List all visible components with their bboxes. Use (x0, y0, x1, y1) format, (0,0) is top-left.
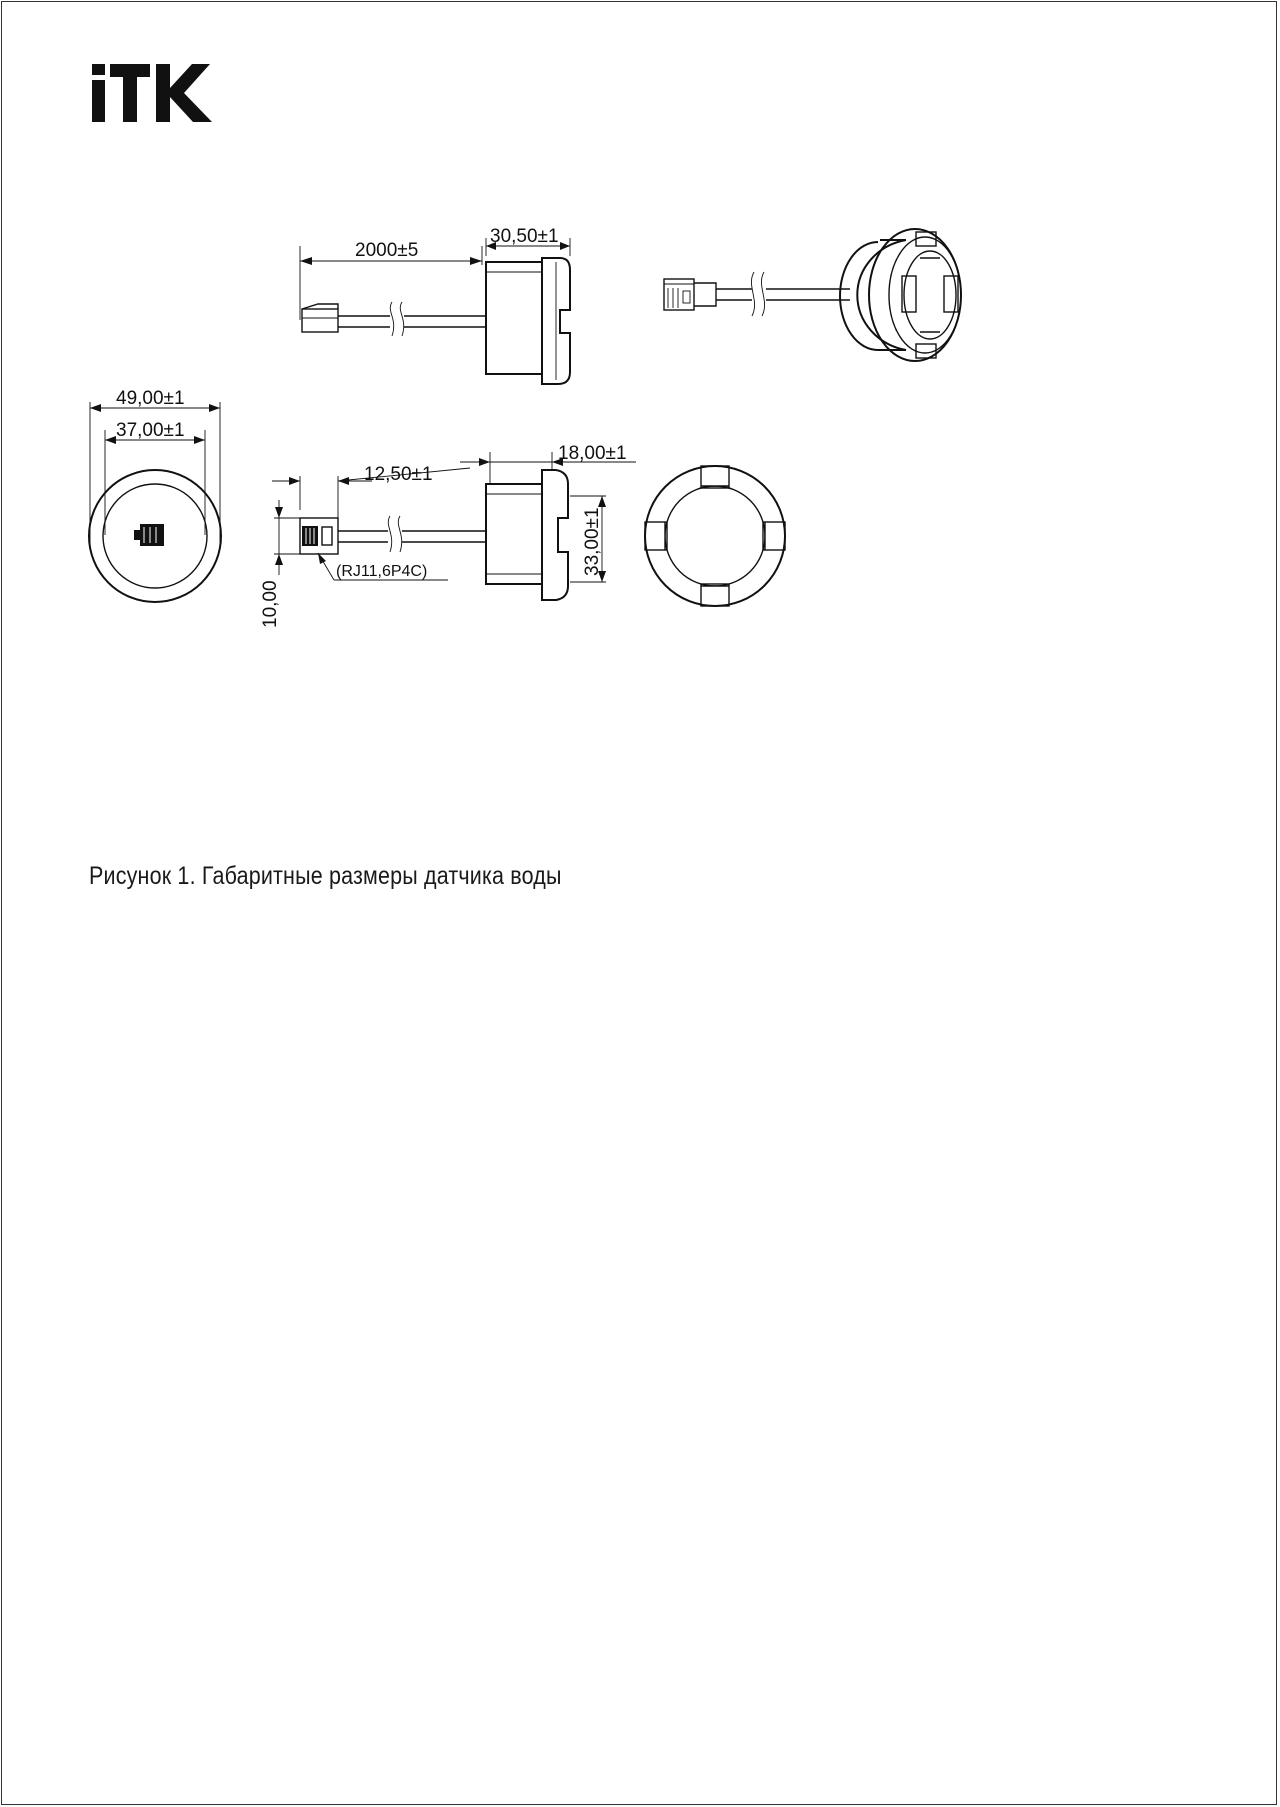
rear-view (645, 466, 785, 606)
dim-body-length: 30,50±1 (490, 226, 559, 247)
figure-caption: Рисунок 1. Габаритные размеры датчика воды (89, 862, 562, 890)
side-view-bottom (260, 443, 636, 628)
dim-connector-length: 12,50±1 (364, 464, 433, 485)
perspective-view (664, 229, 961, 361)
dim-housing-height: 33,00±1 (582, 507, 603, 576)
connector-type-label: (RJ11,6P4C) (336, 563, 428, 580)
dim-housing-length: 18,00±1 (558, 443, 627, 464)
dim-inner-diameter: 37,00±1 (116, 420, 185, 441)
dim-connector-height: 10,00 (260, 580, 281, 628)
dim-cable-length: 2000±5 (355, 240, 419, 261)
dim-outer-diameter: 49,00±1 (116, 388, 185, 409)
side-view-top (300, 226, 570, 384)
front-view (89, 388, 221, 602)
